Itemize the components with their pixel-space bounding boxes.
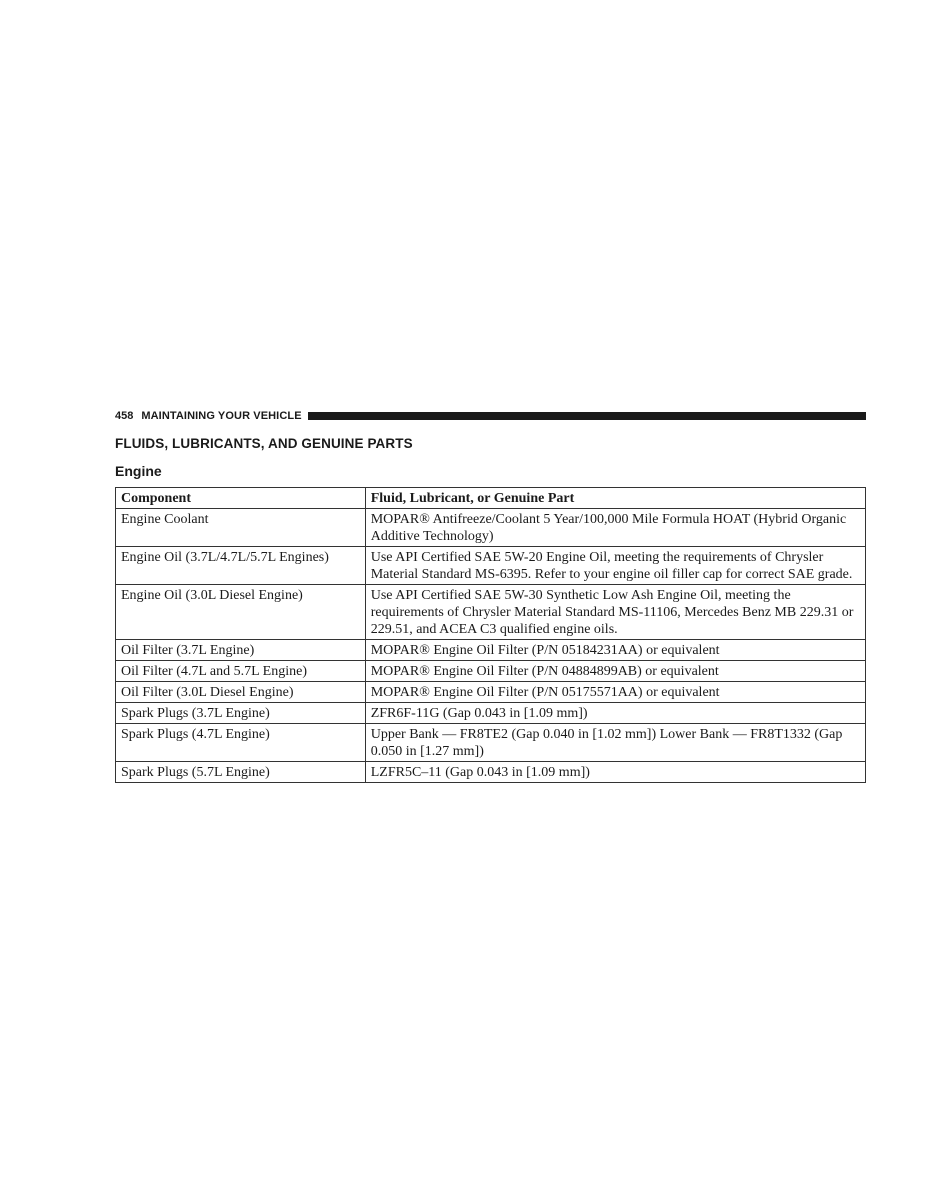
cell-part: MOPAR® Engine Oil Filter (P/N 05175571AA) or equivalent <box>365 682 865 703</box>
cell-part: Use API Certified SAE 5W-30 Synthetic Low Ash Engine Oil, meeting the requirements of Chrysler Material Standard MS-11106, Mercedes Benz MB 229.31 or 229.51, and ACEA C3 qualified engine oils. <box>365 585 865 640</box>
cell-part: Upper Bank — FR8TE2 (Gap 0.040 in [1.02 mm]) Lower Bank — FR8T1332 (Gap 0.050 in [1.27 mm]) <box>365 724 865 762</box>
cell-part: MOPAR® Engine Oil Filter (P/N 04884899AB) or equivalent <box>365 661 865 682</box>
cell-component: Oil Filter (4.7L and 5.7L Engine) <box>116 661 366 682</box>
cell-component: Oil Filter (3.0L Diesel Engine) <box>116 682 366 703</box>
header-rule <box>308 412 866 420</box>
subsection-title: Engine <box>115 463 162 479</box>
column-header-component: Component <box>116 488 366 509</box>
fluids-table <box>115 487 866 783</box>
table-row <box>116 509 866 547</box>
table-row <box>116 661 866 682</box>
table-header-row <box>116 488 866 509</box>
cell-part: Use API Certified SAE 5W-20 Engine Oil, meeting the requirements of Chrysler Material Standard MS-6395. Refer to your engine oil filler cap for correct SAE grade. <box>365 547 865 585</box>
table-row <box>116 682 866 703</box>
page-number: 458 <box>115 410 134 422</box>
running-title: MAINTAINING YOUR VEHICLE <box>141 410 302 422</box>
cell-component: Spark Plugs (5.7L Engine) <box>116 762 366 783</box>
section-title: FLUIDS, LUBRICANTS, AND GENUINE PARTS <box>115 436 413 451</box>
cell-component: Spark Plugs (4.7L Engine) <box>116 724 366 762</box>
table-row <box>116 547 866 585</box>
table-row <box>116 703 866 724</box>
cell-component: Engine Oil (3.0L Diesel Engine) <box>116 585 366 640</box>
cell-part: MOPAR® Engine Oil Filter (P/N 05184231AA) or equivalent <box>365 640 865 661</box>
cell-component: Engine Coolant <box>116 509 366 547</box>
page-header <box>115 408 866 424</box>
column-header-part: Fluid, Lubricant, or Genuine Part <box>365 488 865 509</box>
table-row <box>116 724 866 762</box>
cell-part: MOPAR® Antifreeze/Coolant 5 Year/100,000 Mile Formula HOAT (Hybrid Organic Additive Technology) <box>365 509 865 547</box>
cell-component: Spark Plugs (3.7L Engine) <box>116 703 366 724</box>
cell-component: Oil Filter (3.7L Engine) <box>116 640 366 661</box>
cell-part: LZFR5C–11 (Gap 0.043 in [1.09 mm]) <box>365 762 865 783</box>
table-row <box>116 762 866 783</box>
cell-component: Engine Oil (3.7L/4.7L/5.7L Engines) <box>116 547 366 585</box>
cell-part: ZFR6F-11G (Gap 0.043 in [1.09 mm]) <box>365 703 865 724</box>
table-row <box>116 585 866 640</box>
table-row <box>116 640 866 661</box>
